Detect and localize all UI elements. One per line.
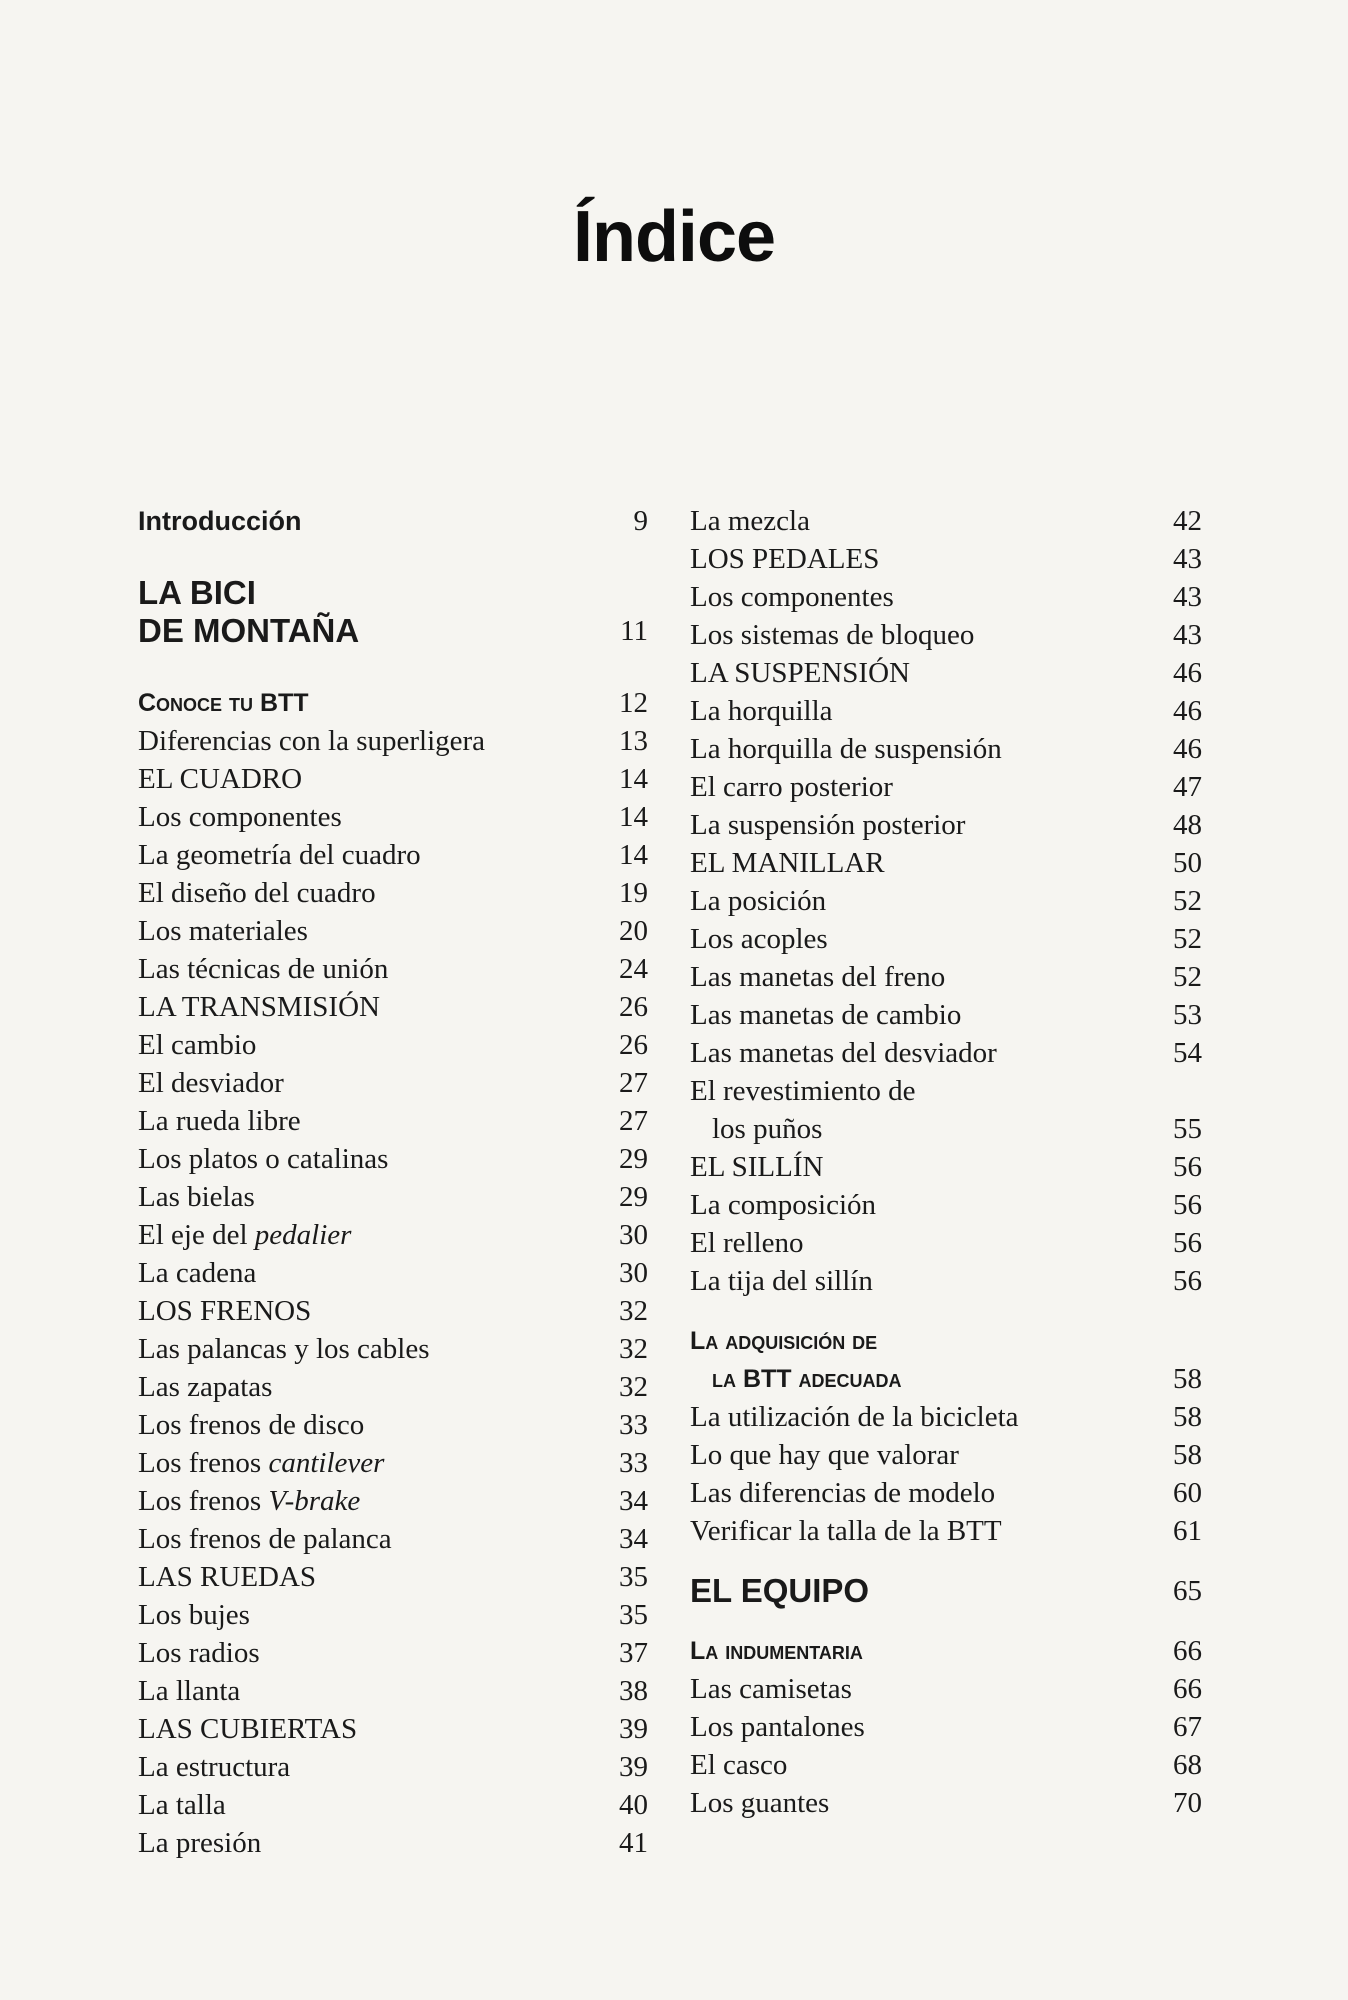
toc-entry-page: 32 <box>619 1371 648 1403</box>
toc-entry-label: Los pantalones <box>690 1711 865 1743</box>
page-title: Índice <box>572 197 776 277</box>
toc-entry-label: Las camisetas <box>690 1673 852 1705</box>
toc-entry[interactable] <box>690 1262 1202 1300</box>
toc-entry[interactable] <box>690 1670 1202 1708</box>
toc-column-right <box>690 502 1202 1822</box>
toc-entry[interactable] <box>690 1224 1202 1262</box>
toc-entry-page: 12 <box>619 687 648 719</box>
toc-entry-page: 42 <box>1173 505 1202 537</box>
toc-entry-page: 56 <box>1173 1151 1202 1183</box>
toc-entry-label: Las manetas de cambio <box>690 999 962 1031</box>
toc-entry-page: 26 <box>619 991 648 1023</box>
toc-entry-label: EL MANILLAR <box>690 847 885 879</box>
toc-entry-label: La posición <box>690 885 827 917</box>
toc-entry[interactable] <box>138 1558 648 1596</box>
toc-entry[interactable] <box>690 882 1202 920</box>
toc-entry-page: 48 <box>1173 809 1202 841</box>
toc-entry-label: La rueda libre <box>138 1105 301 1137</box>
toc-entry-page: 55 <box>1173 1113 1202 1145</box>
toc-entry[interactable] <box>138 1596 648 1634</box>
toc-column-left <box>138 502 648 1862</box>
toc-entry-page: 46 <box>1173 733 1202 765</box>
toc-entry[interactable] <box>690 730 1202 768</box>
toc-entry-page: 66 <box>1173 1673 1202 1705</box>
toc-entry[interactable] <box>138 836 648 874</box>
toc-entry[interactable] <box>138 798 648 836</box>
toc-entry[interactable] <box>690 654 1202 692</box>
toc-entry-label: DE MONTAÑA <box>138 612 360 649</box>
toc-entry-page: 29 <box>619 1143 648 1175</box>
toc-entry-label: Los materiales <box>138 915 308 947</box>
toc-entry-label: EL CUADRO <box>138 763 303 795</box>
toc-entry-label: Las zapatas <box>138 1371 273 1403</box>
toc-entry[interactable] <box>138 1102 648 1140</box>
toc-entry[interactable] <box>690 844 1202 882</box>
toc-entry[interactable] <box>138 950 648 988</box>
toc-entry-label: la BTT adecuada <box>712 1365 902 1393</box>
toc-entry-label: La suspensión posterior <box>690 809 966 841</box>
toc-entry[interactable] <box>690 502 1202 540</box>
toc-entry-page: 14 <box>619 839 648 871</box>
toc-entry[interactable] <box>690 1186 1202 1224</box>
toc-entry[interactable] <box>138 988 648 1026</box>
toc-entry-page: 56 <box>1173 1189 1202 1221</box>
toc-entry-label-italic: V-brake <box>268 1485 361 1517</box>
toc-entry-label: Los frenos de disco <box>138 1409 365 1441</box>
toc-entry[interactable] <box>690 1784 1202 1822</box>
toc-entry-label: El carro posterior <box>690 771 893 803</box>
toc-entry-label: La adquisición de <box>690 1327 878 1355</box>
toc-entry[interactable] <box>690 616 1202 654</box>
toc-entry[interactable] <box>690 692 1202 730</box>
toc-entry-page: 38 <box>619 1675 648 1707</box>
toc-entry-page: 33 <box>619 1447 648 1479</box>
toc-entry[interactable] <box>690 1474 1202 1512</box>
toc-entry-label: Los componentes <box>138 801 342 833</box>
toc-entry-label: LA BICI <box>138 574 256 611</box>
toc-entry-label: La mezcla <box>690 505 810 537</box>
toc-entry[interactable] <box>138 1292 648 1330</box>
toc-entry-label: Las diferencias de modelo <box>690 1477 996 1509</box>
toc-entry-page: 27 <box>619 1105 648 1137</box>
toc-entry[interactable] <box>138 1444 648 1482</box>
toc-entry-page: 54 <box>1173 1037 1202 1069</box>
toc-entry-label: La composición <box>690 1189 877 1221</box>
toc-entry[interactable] <box>138 574 648 612</box>
toc-entry-label: Diferencias con la superligera <box>138 725 486 757</box>
toc-entry-page: 39 <box>619 1713 648 1745</box>
toc-entry[interactable] <box>690 1436 1202 1474</box>
toc-spacer <box>690 1550 1202 1572</box>
toc-entry-label: La presión <box>138 1827 262 1859</box>
toc-entry-label: Las manetas del freno <box>690 961 946 993</box>
toc-entry-label: La indumentaria <box>690 1637 863 1665</box>
toc-entry-page: 46 <box>1173 657 1202 689</box>
toc-entry-label: Los radios <box>138 1637 260 1669</box>
toc-entry[interactable] <box>138 1634 648 1672</box>
toc-entry-label-italic: cantilever <box>268 1447 385 1479</box>
toc-entry-label: LOS PEDALES <box>690 543 880 575</box>
toc-entry-label: Las palancas y los cables <box>138 1333 430 1365</box>
toc-entry-page: 14 <box>619 801 648 833</box>
toc-entry[interactable] <box>690 578 1202 616</box>
toc-entry-label: La geometría del cuadro <box>138 839 421 871</box>
toc-entry-page: 30 <box>619 1219 648 1251</box>
toc-entry[interactable] <box>138 1520 648 1558</box>
toc-entry-label: Los frenos cantilever <box>138 1447 385 1479</box>
toc-entry-page: 34 <box>619 1523 648 1555</box>
toc-entry-page: 14 <box>619 763 648 795</box>
toc-entry-page: 58 <box>1173 1363 1202 1395</box>
toc-entry-page: 24 <box>619 953 648 985</box>
toc-entry-label: Conoce tu BTT <box>138 689 309 717</box>
toc-entry[interactable] <box>690 1746 1202 1784</box>
toc-entry-label: Los platos o catalinas <box>138 1143 389 1175</box>
toc-entry[interactable] <box>138 1406 648 1444</box>
toc-entry-label: La horquilla <box>690 695 833 727</box>
toc-entry[interactable] <box>138 1026 648 1064</box>
toc-entry-page: 46 <box>1173 695 1202 727</box>
toc-entry[interactable] <box>138 1064 648 1102</box>
toc-entry-label: El cambio <box>138 1029 257 1061</box>
toc-entry-label: Verificar la talla de la BTT <box>690 1515 1002 1547</box>
toc-entry-page: 32 <box>619 1295 648 1327</box>
toc-entry[interactable] <box>690 1360 1202 1398</box>
toc-entry-page: 27 <box>619 1067 648 1099</box>
toc-entry-page: 20 <box>619 915 648 947</box>
toc-entry-label: El revestimiento de <box>690 1075 916 1107</box>
toc-entry[interactable] <box>138 1672 648 1710</box>
toc-entry-label: LOS FRENOS <box>138 1295 312 1327</box>
toc-entry-label: Los bujes <box>138 1599 250 1631</box>
toc-spacer <box>138 540 648 574</box>
toc-entry-page: 33 <box>619 1409 648 1441</box>
toc-entry-page: 65 <box>1173 1575 1202 1607</box>
toc-entry-label: El relleno <box>690 1227 804 1259</box>
toc-entry-label: Los componentes <box>690 581 894 613</box>
toc-entry-page: 56 <box>1173 1227 1202 1259</box>
toc-entry[interactable] <box>690 958 1202 996</box>
toc-entry[interactable] <box>690 1708 1202 1746</box>
toc-entry[interactable] <box>138 1368 648 1406</box>
toc-entry-page: 58 <box>1173 1439 1202 1471</box>
toc-entry[interactable] <box>690 540 1202 578</box>
toc-entry-label: La utilización de la bicicleta <box>690 1401 1019 1433</box>
toc-entry[interactable] <box>690 1148 1202 1186</box>
toc-entry[interactable] <box>138 1254 648 1292</box>
toc-entry-page: 41 <box>619 1827 648 1859</box>
toc-entry-page: 26 <box>619 1029 648 1061</box>
toc-entry[interactable] <box>138 1748 648 1786</box>
toc-entry[interactable] <box>138 874 648 912</box>
toc-entry[interactable] <box>138 1786 648 1824</box>
toc-entry-page: 61 <box>1173 1515 1202 1547</box>
toc-entry[interactable] <box>138 1710 648 1748</box>
toc-entry-label: Lo que hay que valorar <box>690 1439 959 1471</box>
toc-entry-page: 40 <box>619 1789 648 1821</box>
toc-entry[interactable] <box>138 1482 648 1520</box>
toc-spacer <box>690 1300 1202 1322</box>
toc-entry[interactable] <box>138 1824 648 1862</box>
toc-entry-label: La tija del sillín <box>690 1265 873 1297</box>
toc-entry-label: La cadena <box>138 1257 257 1289</box>
toc-entry-page: 30 <box>619 1257 648 1289</box>
toc-entry-page: 29 <box>619 1181 648 1213</box>
toc-entry[interactable] <box>690 1034 1202 1072</box>
toc-entry-page: 56 <box>1173 1265 1202 1297</box>
toc-entry-label: los puños <box>712 1113 823 1145</box>
toc-entry-label: LA SUSPENSIÓN <box>690 657 910 689</box>
toc-entry[interactable] <box>138 1330 648 1368</box>
toc-entry-label: Introducción <box>138 506 302 536</box>
toc-entry-page: 34 <box>619 1485 648 1517</box>
toc-entry-label: La talla <box>138 1789 226 1821</box>
toc-entry-page: 50 <box>1173 847 1202 879</box>
toc-entry-page: 67 <box>1173 1711 1202 1743</box>
toc-entry-page: 70 <box>1173 1787 1202 1819</box>
toc-entry-label: La llanta <box>138 1675 241 1707</box>
toc-entry-label: Los frenos de palanca <box>138 1523 392 1555</box>
toc-entry-page: 58 <box>1173 1401 1202 1433</box>
toc-entry[interactable] <box>690 1632 1202 1670</box>
toc-entry-label: La horquilla de suspensión <box>690 733 1002 765</box>
toc-entry-label-italic: pedalier <box>254 1219 352 1251</box>
toc-entry-label: LA TRANSMISIÓN <box>138 991 380 1023</box>
toc-entry-label: Las técnicas de unión <box>138 953 389 985</box>
toc-entry[interactable] <box>138 912 648 950</box>
toc-entry-page: 43 <box>1173 581 1202 613</box>
toc-entry[interactable] <box>138 760 648 798</box>
toc-entry[interactable] <box>690 1512 1202 1550</box>
toc-entry-label: El diseño del cuadro <box>138 877 376 909</box>
toc-spacer <box>690 1610 1202 1632</box>
toc-entry-page: 19 <box>619 877 648 909</box>
toc-entry-label: Los acoples <box>690 923 828 955</box>
toc-entry-label: El casco <box>690 1749 788 1781</box>
toc-entry-label: EL SILLÍN <box>690 1151 824 1183</box>
toc-spacer <box>138 650 648 684</box>
toc-entry[interactable] <box>690 996 1202 1034</box>
toc-entry-label: Los guantes <box>690 1787 830 1819</box>
toc-entry-label: Los frenos V-brake <box>138 1485 361 1517</box>
toc-entry-page: 52 <box>1173 961 1202 993</box>
toc-entry[interactable] <box>138 1216 648 1254</box>
toc-entry-label: El desviador <box>138 1067 284 1099</box>
toc-entry-page: 32 <box>619 1333 648 1365</box>
toc-entry[interactable] <box>138 722 648 760</box>
toc-entry-page: 35 <box>619 1561 648 1593</box>
toc-entry-label: Los sistemas de bloqueo <box>690 619 975 651</box>
toc-entry[interactable] <box>690 1072 1202 1110</box>
toc-entry-label: EL EQUIPO <box>690 1572 870 1609</box>
toc-entry[interactable] <box>138 612 648 650</box>
toc-entry[interactable] <box>138 502 648 540</box>
toc-entry[interactable] <box>690 1572 1202 1610</box>
toc-entry-page: 53 <box>1173 999 1202 1031</box>
toc-entry-page: 52 <box>1173 923 1202 955</box>
toc-entry-page: 11 <box>620 615 648 647</box>
toc-entry-page: 43 <box>1173 543 1202 575</box>
toc-entry-page: 9 <box>633 505 648 537</box>
toc-entry[interactable] <box>138 1140 648 1178</box>
toc-entry[interactable] <box>690 1110 1202 1148</box>
toc-entry-page: 66 <box>1173 1635 1202 1667</box>
toc-entry-page: 52 <box>1173 885 1202 917</box>
toc-entry-label: Las bielas <box>138 1181 255 1213</box>
toc-entry-page: 47 <box>1173 771 1202 803</box>
toc-entry[interactable] <box>690 768 1202 806</box>
toc-entry-page: 13 <box>619 725 648 757</box>
toc-entry[interactable] <box>690 920 1202 958</box>
toc-entry[interactable] <box>138 1178 648 1216</box>
toc-entry-label: LAS RUEDAS <box>138 1561 317 1593</box>
toc-entry-page: 37 <box>619 1637 648 1669</box>
toc-entry[interactable] <box>690 806 1202 844</box>
toc-entry-page: 43 <box>1173 619 1202 651</box>
toc-entry-page: 68 <box>1173 1749 1202 1781</box>
toc-entry-page: 35 <box>619 1599 648 1631</box>
toc-entry-label: Las manetas del desviador <box>690 1037 997 1069</box>
toc-entry-page: 60 <box>1173 1477 1202 1509</box>
toc-entry-label: El eje del pedalier <box>138 1219 352 1251</box>
toc-entry-page: 39 <box>619 1751 648 1783</box>
toc-entry[interactable] <box>690 1398 1202 1436</box>
toc-entry[interactable] <box>138 684 648 722</box>
toc-entry-label: La estructura <box>138 1751 291 1783</box>
toc-entry[interactable] <box>690 1322 1202 1360</box>
toc-entry-label: LAS CUBIERTAS <box>138 1713 358 1745</box>
